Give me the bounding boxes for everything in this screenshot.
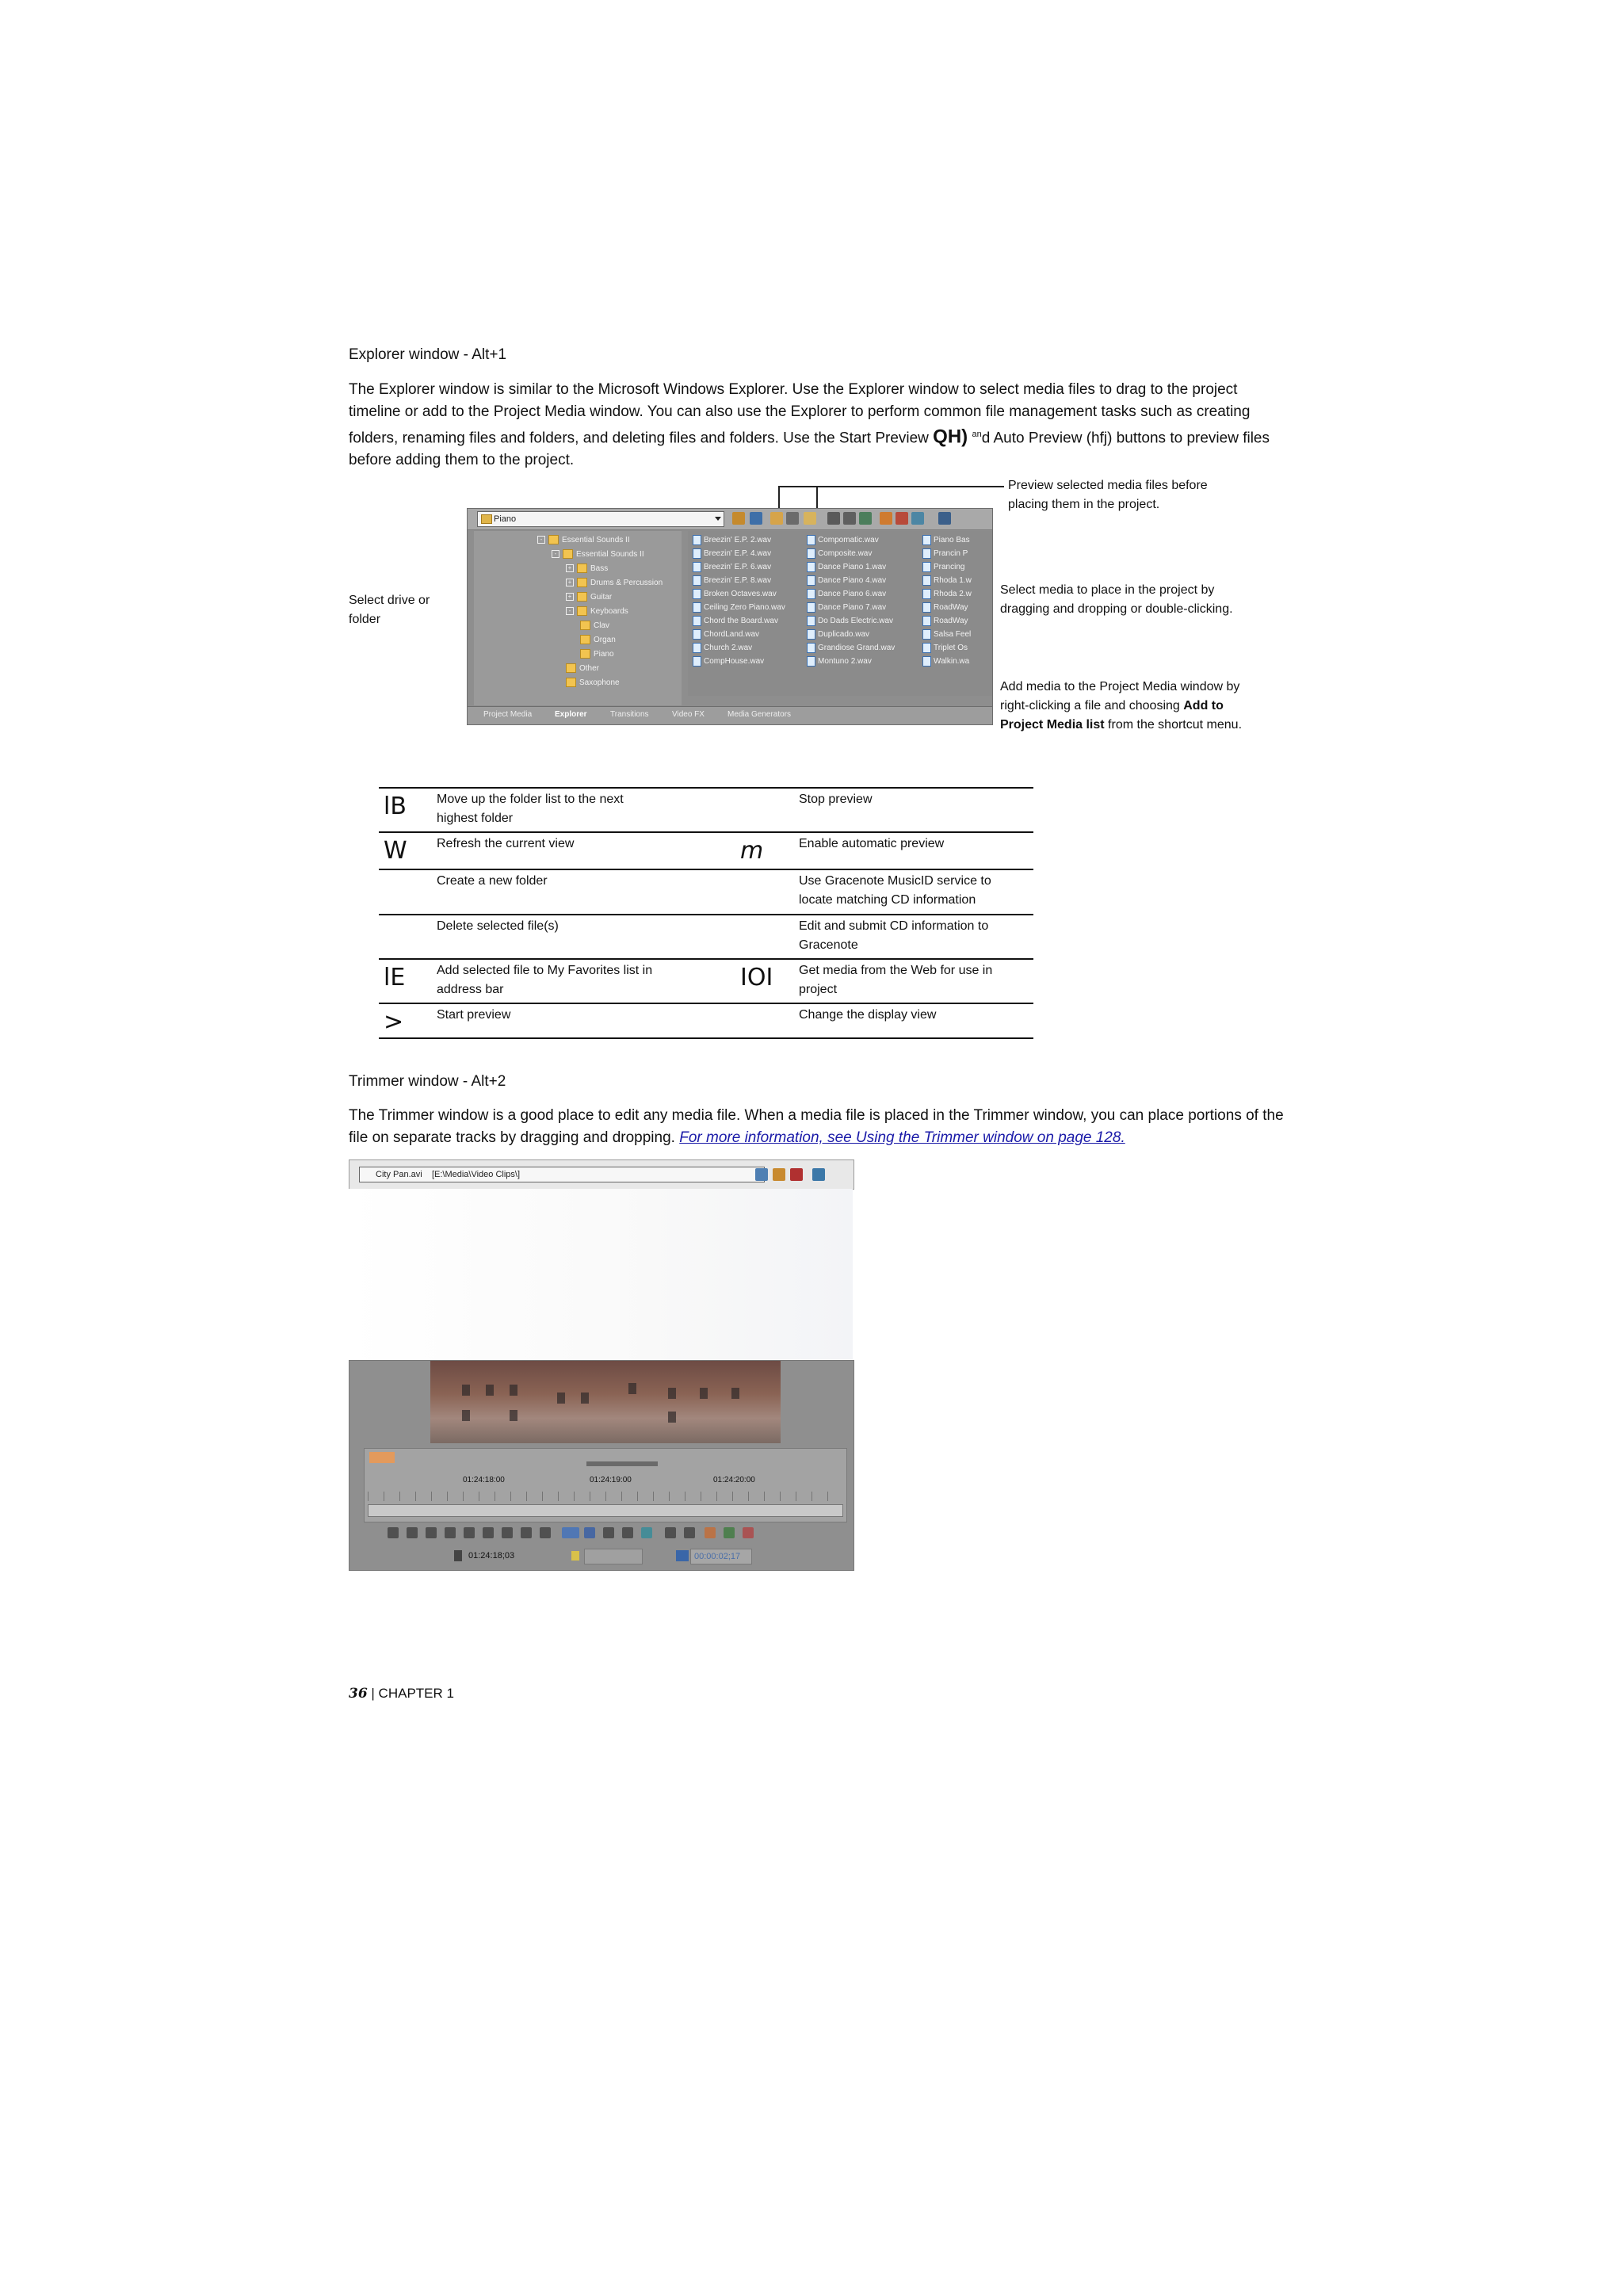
- file-name: Salsa Feel: [934, 630, 972, 639]
- expand-icon[interactable]: +: [566, 593, 574, 601]
- timecode-1: 01:24:18:00: [463, 1476, 505, 1484]
- start-preview-icon[interactable]: [827, 512, 840, 525]
- timecode-2: 01:24:19:00: [590, 1476, 632, 1484]
- file-name: Compomatic.wav: [818, 536, 879, 544]
- trimmer-file-path: [E:\Media\Video Clips\]: [431, 1170, 521, 1179]
- file-name: Dance Piano 1.wav: [818, 563, 887, 571]
- button-description: [437, 1006, 722, 1025]
- trimmer-monitor-icon[interactable]: [812, 1168, 825, 1181]
- tab-video-fx[interactable]: Video FX: [672, 710, 705, 719]
- file-item[interactable]: [693, 615, 778, 628]
- file-item[interactable]: [922, 655, 969, 668]
- folder-icon: [566, 663, 576, 673]
- loop-region-icon[interactable]: [641, 1527, 652, 1538]
- file-item[interactable]: [807, 548, 872, 560]
- expand-icon[interactable]: +: [566, 579, 574, 586]
- marker-icon[interactable]: [665, 1527, 676, 1538]
- favorites-icon[interactable]: [804, 512, 816, 525]
- page-number: 36: [349, 1686, 368, 1702]
- callout-line-top: [778, 486, 1004, 487]
- file-item[interactable]: [807, 534, 879, 547]
- timeline-scrollbar[interactable]: [368, 1504, 843, 1517]
- button-description: [799, 872, 1029, 910]
- tree-item-label: Bass: [590, 564, 609, 573]
- tree-item-label: Organ: [594, 636, 616, 644]
- tree-item-label: Essential Sounds II: [576, 550, 644, 559]
- flag-icon[interactable]: [705, 1527, 716, 1538]
- button-description: [799, 1006, 1029, 1025]
- audio-file-icon: [807, 575, 815, 586]
- file-item[interactable]: [693, 628, 759, 641]
- audio-file-icon: [922, 589, 931, 599]
- trimmer-file-dropdown[interactable]: [359, 1167, 765, 1182]
- file-item[interactable]: [922, 642, 968, 655]
- start-preview-glyph: QH): [933, 426, 968, 448]
- selection-length-field[interactable]: 00:00:02;17: [690, 1549, 752, 1564]
- collapse-icon[interactable]: -: [552, 550, 559, 558]
- audio-file-icon: [693, 656, 701, 667]
- tree-item[interactable]: [580, 648, 614, 661]
- description-line: Gracenote: [799, 938, 858, 952]
- tab-explorer[interactable]: Explorer: [555, 710, 587, 719]
- file-item[interactable]: [807, 575, 886, 587]
- tree-item-label: Keyboards: [590, 607, 628, 616]
- description-line: Enable automatic preview: [799, 837, 945, 850]
- audio-file-icon: [922, 562, 931, 572]
- file-item[interactable]: [922, 628, 971, 641]
- folder-icon: [577, 563, 587, 573]
- file-name: Church 2.wav: [704, 644, 753, 652]
- audio-file-icon: [922, 535, 931, 545]
- audio-file-icon: [693, 548, 701, 559]
- up-folder-icon[interactable]: [732, 512, 745, 525]
- tree-item[interactable]: [580, 634, 616, 647]
- button-description: [799, 790, 1029, 809]
- tab-transitions[interactable]: Transitions: [610, 710, 649, 719]
- trimmer-paragraph: The Trimmer window is a good place to edit any media file. When a media file is placed in the Trimmer window, you can place portions of the file on separate tracks by dragging and dropping. For more information, see Using the Trimmer window on page 128.: [349, 1107, 1284, 1146]
- explorer-heading: Explorer window - Alt+1: [349, 346, 507, 363]
- folder-icon: [580, 649, 590, 659]
- audio-file-icon: [807, 656, 815, 667]
- pause-icon[interactable]: [445, 1527, 456, 1538]
- explorer-paragraph: The Explorer window is similar to the Microsoft Windows Explorer. Use the Explorer window to select media files to drag to the project timeline or add to the Project Media window. You can also use the Explorer to perform common file management tasks such as creating folders, renaming files and folders, and deleting files and folders. Use the Start Preview QH) $^{an}$d Auto Preview (hfj) buttons to preview files before adding them to the project.: [349, 381, 1270, 469]
- button-glyph: IOI: [740, 964, 773, 991]
- trimmer-timeline[interactable]: [364, 1448, 847, 1522]
- folder-icon: [548, 535, 559, 544]
- file-name: Chord the Board.wav: [704, 617, 778, 625]
- tree-item[interactable]: [552, 548, 644, 561]
- file-item[interactable]: [693, 534, 771, 547]
- description-line: highest folder: [437, 812, 514, 825]
- region-icon[interactable]: [684, 1527, 695, 1538]
- tree-item-label: Clav: [594, 621, 610, 630]
- callout-preview: Preview selected media files before placing them in the project.: [1008, 479, 1208, 511]
- file-item[interactable]: [693, 575, 771, 587]
- loop-icon[interactable]: [388, 1527, 399, 1538]
- audio-file-icon: [693, 602, 701, 613]
- tree-item-label: Essential Sounds II: [562, 536, 630, 544]
- file-name: RoadWay: [934, 603, 968, 612]
- folder-icon: [563, 549, 573, 559]
- file-item[interactable]: [922, 615, 968, 628]
- file-item[interactable]: [922, 534, 970, 547]
- file-name: Rhoda 1.w: [934, 576, 972, 585]
- button-description: [437, 872, 722, 891]
- file-name: Duplicado.wav: [818, 630, 870, 639]
- tree-item[interactable]: [580, 620, 609, 632]
- file-name: Breezin' E.P. 4.wav: [704, 549, 772, 558]
- next-frame-icon[interactable]: [540, 1527, 551, 1538]
- description-line: Refresh the current view: [437, 837, 575, 850]
- description-line: Create a new folder: [437, 874, 548, 888]
- overwrite-icon[interactable]: [562, 1527, 579, 1538]
- file-item[interactable]: [807, 588, 886, 601]
- file-name: Breezin' E.P. 2.wav: [704, 536, 772, 544]
- file-item[interactable]: [807, 655, 872, 668]
- file-item[interactable]: [693, 602, 785, 614]
- audio-file-icon: [807, 629, 815, 640]
- gracenote-edit-icon[interactable]: [896, 512, 908, 525]
- audio-file-icon: [693, 575, 701, 586]
- button-glyph: W: [384, 837, 407, 865]
- callout-select-media: Select media to place in the project by dragging and dropping or double-clicking.: [1000, 583, 1233, 616]
- file-name: Dance Piano 7.wav: [818, 603, 887, 612]
- address-dropdown[interactable]: [477, 511, 724, 527]
- file-name: Prancin P: [934, 549, 968, 558]
- description-line: Use Gracenote MusicID service to: [799, 874, 991, 888]
- audio-file-icon: [922, 548, 931, 559]
- audio-file-icon: [693, 589, 701, 599]
- tree-item[interactable]: [537, 534, 630, 547]
- folder-icon: [580, 621, 590, 630]
- file-name: Do Dads Electric.wav: [818, 617, 894, 625]
- window-tabs: [468, 706, 992, 724]
- tree-item[interactable]: [566, 606, 628, 618]
- audio-file-icon: [693, 629, 701, 640]
- tree-item-label: Guitar: [590, 593, 613, 602]
- file-name: Piano Bas: [934, 536, 970, 544]
- table-rule: [379, 1037, 1033, 1039]
- go-to-start-icon[interactable]: [483, 1527, 494, 1538]
- description-line: Move up the folder list to the next: [437, 793, 624, 806]
- marker-flags[interactable]: [369, 1452, 395, 1463]
- audio-file-icon: [693, 535, 701, 545]
- explorer-toolbar: [468, 509, 992, 530]
- description-line: Stop preview: [799, 793, 873, 806]
- collapse-icon[interactable]: -: [537, 536, 545, 544]
- snap-icon[interactable]: [622, 1527, 633, 1538]
- file-item[interactable]: [693, 642, 752, 655]
- button-glyph: lE: [384, 964, 406, 991]
- description-line: Change the display view: [799, 1008, 937, 1022]
- button-description: [437, 790, 722, 828]
- file-item[interactable]: [693, 588, 777, 601]
- callout-select-drive: Select drive or folder: [349, 594, 430, 626]
- trimmer-file-name: City Pan.avi: [376, 1170, 422, 1179]
- tree-item[interactable]: [566, 563, 608, 575]
- file-item[interactable]: [922, 575, 972, 587]
- file-name: Broken Octaves.wav: [704, 590, 777, 598]
- callout-add-media: Add media to the Project Media window by right-clicking a file and choosing Add to Project Media list from the shortcut menu.: [1000, 680, 1243, 732]
- callout-line-mid: [816, 486, 818, 510]
- tab-project-media[interactable]: Project Media: [483, 710, 533, 719]
- and-fragment: an: [972, 430, 982, 439]
- audio-file-icon: [807, 616, 815, 626]
- trimmer-window-screenshot: [349, 1360, 854, 1571]
- trimmer-video-area: [349, 1189, 853, 1359]
- trimmer-history-icon[interactable]: [755, 1168, 768, 1181]
- file-item[interactable]: [922, 602, 968, 614]
- web-media-icon[interactable]: [911, 512, 924, 525]
- tab-media-generators[interactable]: Media Generators: [727, 710, 792, 719]
- folder-icon: [577, 606, 587, 616]
- tree-item-label: Piano: [594, 650, 614, 659]
- refresh-icon[interactable]: [750, 512, 762, 525]
- file-name: Montuno 2.wav: [818, 657, 872, 666]
- trimmer-search-icon[interactable]: [773, 1168, 785, 1181]
- button-description: [437, 961, 722, 999]
- file-name: Triplet Os: [934, 644, 968, 652]
- description-line: locate matching CD information: [799, 893, 976, 907]
- button-description: [799, 917, 1029, 955]
- delete-icon[interactable]: [786, 512, 799, 525]
- file-name: Ceiling Zero Piano.wav: [704, 603, 785, 612]
- insert-icon[interactable]: [584, 1527, 595, 1538]
- description-line: address bar: [437, 983, 504, 996]
- audio-file-icon: [807, 602, 815, 613]
- audio-file-icon: [807, 643, 815, 653]
- file-name: Rhoda 2.w: [934, 590, 972, 598]
- page-footer: [349, 1686, 454, 1702]
- button-glyph: m: [740, 837, 764, 865]
- trimmer-link[interactable]: For more information, see Using the Trimmer window on page 128.: [679, 1129, 1125, 1146]
- file-item[interactable]: [693, 561, 771, 574]
- button-description: [437, 917, 722, 936]
- address-value: Piano: [494, 514, 517, 524]
- file-name: CompHouse.wav: [704, 657, 765, 666]
- file-item[interactable]: [807, 628, 869, 641]
- file-name: RoadWay: [934, 617, 968, 625]
- file-name: Breezin' E.P. 8.wav: [704, 576, 772, 585]
- file-name: Walkin.wa: [934, 657, 970, 666]
- selection-start-icon: [571, 1551, 579, 1561]
- tree-item[interactable]: [566, 591, 612, 604]
- file-name: Dance Piano 4.wav: [818, 576, 887, 585]
- selection-bar[interactable]: [586, 1461, 658, 1466]
- callout-line-left: [778, 486, 780, 510]
- previous-frame-icon[interactable]: [521, 1527, 532, 1538]
- file-name: Grandiose Grand.wav: [818, 644, 896, 652]
- file-item[interactable]: [922, 548, 968, 560]
- cd-marker-icon[interactable]: [724, 1527, 735, 1538]
- trimmer-heading: Trimmer window - Alt+2: [349, 1073, 506, 1090]
- trimmer-toolbar: [349, 1159, 854, 1190]
- audio-file-icon: [693, 616, 701, 626]
- tree-item[interactable]: [566, 577, 663, 590]
- audio-file-icon: [922, 616, 931, 626]
- audio-file-icon: [922, 629, 931, 640]
- audio-file-icon: [807, 562, 815, 572]
- stop-icon[interactable]: [464, 1527, 475, 1538]
- play-from-start-icon[interactable]: [407, 1527, 418, 1538]
- file-name: Prancing: [934, 563, 965, 571]
- button-description: [437, 835, 722, 854]
- display-view-icon[interactable]: [938, 512, 951, 525]
- tree-item[interactable]: [566, 663, 599, 675]
- tree-item-label: Saxophone: [579, 678, 620, 687]
- folder-icon: [580, 635, 590, 644]
- go-to-end-icon[interactable]: [502, 1527, 513, 1538]
- file-item[interactable]: [693, 655, 764, 668]
- cursor-position: 01:24:18;03: [468, 1551, 515, 1561]
- tree-item-label: Drums & Percussion: [590, 579, 663, 587]
- audio-file-icon: [922, 643, 931, 653]
- file-item[interactable]: [693, 548, 771, 560]
- transport-controls: [388, 1526, 846, 1543]
- audio-file-icon: [693, 562, 701, 572]
- explorer-window-screenshot: [467, 508, 993, 725]
- new-folder-icon[interactable]: [770, 512, 783, 525]
- trimmer-status-row: [349, 1548, 854, 1565]
- folder-icon: [577, 578, 587, 587]
- file-name: ChordLand.wav: [704, 630, 760, 639]
- description-line: Delete selected file(s): [437, 919, 559, 933]
- description-line: project: [799, 983, 838, 996]
- file-item[interactable]: [807, 642, 895, 655]
- collapse-icon[interactable]: -: [566, 607, 574, 615]
- play-icon[interactable]: [426, 1527, 437, 1538]
- trimmer-close-icon[interactable]: [790, 1168, 803, 1181]
- folder-icon: [566, 678, 576, 687]
- cursor-icon: [454, 1550, 462, 1561]
- tree-item[interactable]: [566, 677, 620, 690]
- length-icon: [676, 1550, 689, 1561]
- folder-icon: [481, 514, 492, 524]
- button-description: [799, 961, 1029, 999]
- audio-file-icon: [807, 535, 815, 545]
- button-description: [799, 835, 1029, 854]
- description-line: Edit and submit CD information to: [799, 919, 989, 933]
- button-glyph: >: [384, 1008, 404, 1036]
- audio-file-icon: [922, 602, 931, 613]
- file-item[interactable]: [807, 602, 886, 614]
- file-name: Dance Piano 6.wav: [818, 590, 887, 598]
- file-name: Breezin' E.P. 6.wav: [704, 563, 772, 571]
- tree-item-label: Other: [579, 664, 600, 673]
- auto-preview-icon[interactable]: [859, 512, 872, 525]
- fit-icon[interactable]: [603, 1527, 614, 1538]
- audio-file-icon: [807, 589, 815, 599]
- folder-icon: [577, 592, 587, 602]
- expand-icon[interactable]: +: [566, 564, 574, 572]
- description-line: Start preview: [437, 1008, 511, 1022]
- file-name: Composite.wav: [818, 549, 873, 558]
- file-item[interactable]: [922, 561, 964, 574]
- save-icon[interactable]: [743, 1527, 754, 1538]
- file-item[interactable]: [807, 615, 893, 628]
- stop-preview-icon[interactable]: [843, 512, 856, 525]
- time-ruler: [368, 1492, 843, 1501]
- file-item[interactable]: [922, 588, 972, 601]
- audio-file-icon: [922, 656, 931, 667]
- selection-start-field[interactable]: [584, 1549, 643, 1564]
- timecode-3: 01:24:20:00: [713, 1476, 755, 1484]
- file-item[interactable]: [807, 561, 886, 574]
- chapter-label: | CHAPTER 1: [371, 1686, 454, 1701]
- description-line: Add selected file to My Favorites list in: [437, 964, 653, 977]
- audio-file-icon: [807, 548, 815, 559]
- chevron-down-icon: [715, 517, 721, 521]
- audio-file-icon: [693, 643, 701, 653]
- video-frame: [430, 1361, 781, 1443]
- button-glyph: lB: [384, 793, 407, 820]
- gracenote-id-icon[interactable]: [880, 512, 892, 525]
- description-line: Get media from the Web for use in: [799, 964, 993, 977]
- audio-file-icon: [922, 575, 931, 586]
